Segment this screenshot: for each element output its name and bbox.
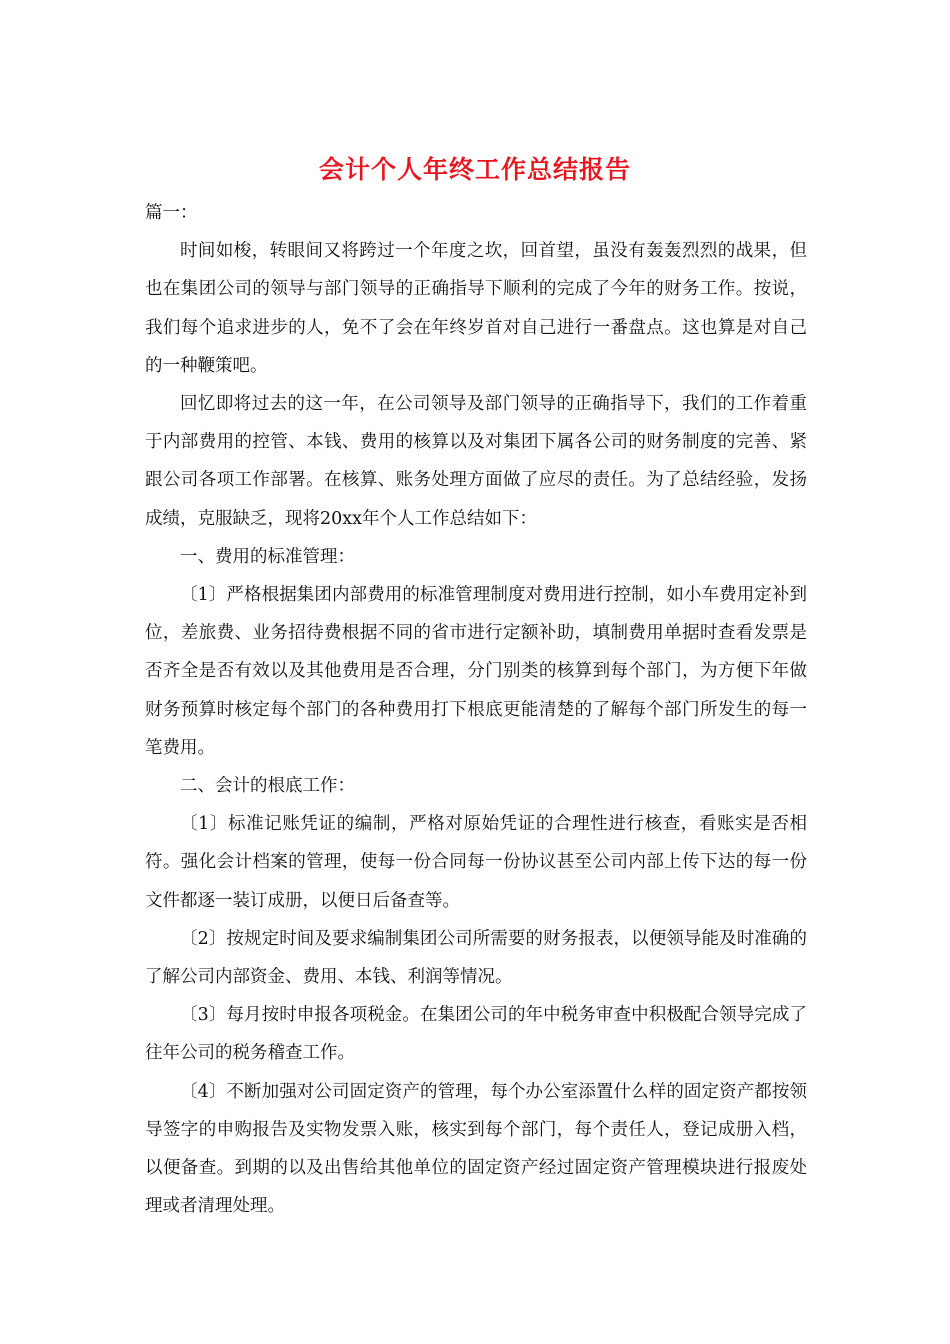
paragraph-review: 回忆即将过去的这一年，在公司领导及部门领导的正确指导下，我们的工作着重于内部费用的控管、本钱、费用的核算以及对集团下属各公司的财务制度的完善、紧跟公司各项工作部署。在核算、账务处理方面做了应尽的责任。为了总结经验，发扬成绩，克服缺乏，现将20xx年个人工作总结如下： xyxy=(145,394,807,529)
heading-accounting-basics: 二、会计的根底工作： xyxy=(180,776,355,797)
paragraph-accounting-item-4: 〔4〕不断加强对公司固定资产的管理，每个办公室添置什么样的固定资产都按领导签字的申购报告及实物发票入账，核实到每个部门，每个责任人，登记成册入档，以便备查。到期的以及出售给其他单位的固定资产经过固定资产管理模块进行报废处理或者清理处理。 xyxy=(145,1081,807,1217)
paragraph-accounting-item-3: 〔3〕每月按时申报各项税金。在集团公司的年中税务审查中积极配合领导完成了往年公司的税务稽查工作。 xyxy=(145,1005,807,1064)
document-title: 会计个人年终工作总结报告 xyxy=(318,155,631,184)
paragraph-accounting-item-1: 〔1〕标准记账凭证的编制，严格对原始凭证的合理性进行核查，看账实是否相符。强化会计档案的管理，使每一份合同每一份协议甚至公司内部上传下达的每一份文件都逐一装订成册，以便日后备查等。 xyxy=(145,814,807,911)
paragraph-intro: 时间如梭，转眼间又将跨过一个年度之坎，回首望，虽没有轰轰烈烈的战果，但也在集团公司的领导与部门领导的正确指导下顺利的完成了今年的财务工作。按说，我们每个追求进步的人，免不了会在年终岁首对自己进行一番盘点。这也算是对自己的一种鞭策吧。 xyxy=(145,241,807,376)
paragraph-expense-item-1: 〔1〕严格根据集团内部费用的标准管理制度对费用进行控制，如小车费用定补到位，差旅费、业务招待费根据不同的省市进行定额补助，填制费用单据时查看发票是否齐全是否有效以及其他费用是否合理，分门别类的核算到每个部门，为方便下年做财务预算时核定每个部门的各种费用打下根底更能清楚的了解每个部门所发生的每一笔费用。 xyxy=(145,585,807,758)
paragraph-accounting-item-2: 〔2〕按规定时间及要求编制集团公司所需要的财务报表，以便领导能及时准确的了解公司内部资金、费用、本钱、利润等情况。 xyxy=(145,928,807,988)
paragraph-section-label: 篇一： xyxy=(145,203,198,223)
heading-expense-management: 一、费用的标准管理： xyxy=(180,546,355,567)
document-body xyxy=(145,194,807,1225)
